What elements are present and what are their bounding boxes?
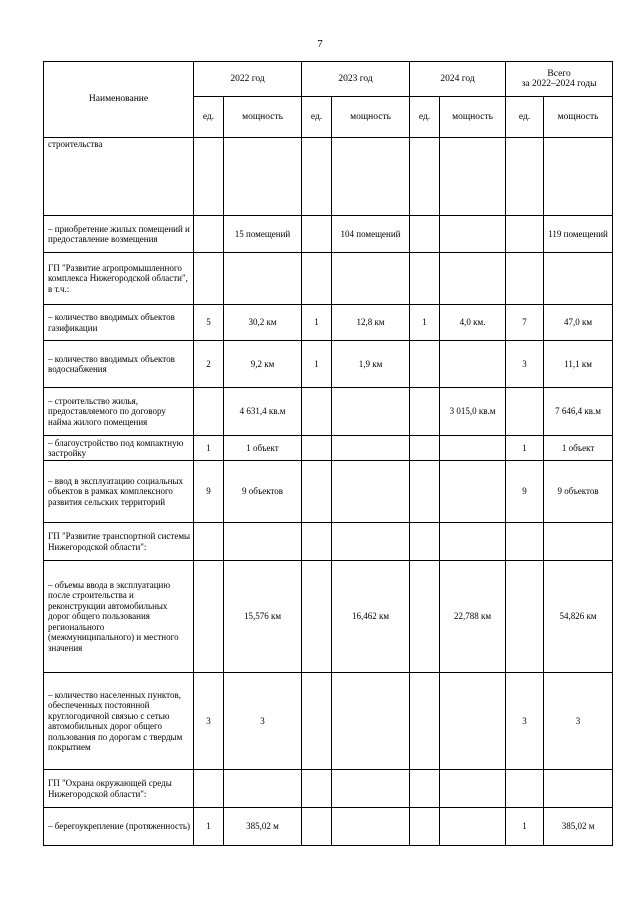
cell-power-2024 xyxy=(440,770,506,808)
cell-unit-2022 xyxy=(194,523,224,561)
cell-unit-2023: 1 xyxy=(302,341,332,388)
cell-power-total xyxy=(544,523,613,561)
row-name: – ввод в эксплуатацию социальных объектов в рамках комплексного развития сельских территорий xyxy=(44,461,194,523)
row-name: строительства xyxy=(44,138,194,216)
cell-power-total: 119 помещений xyxy=(544,216,613,253)
header-power-total: мощность xyxy=(544,97,613,138)
cell-power-2023 xyxy=(332,436,410,461)
header-total-line1: Всего xyxy=(547,68,571,79)
cell-power-total xyxy=(544,138,613,216)
cell-power-2022: 9,2 км xyxy=(224,341,302,388)
cell-power-2024: 22,788 км xyxy=(440,561,506,673)
row-name: ГП "Охрана окружающей среды Нижегородской области": xyxy=(44,770,194,808)
cell-unit-2023 xyxy=(302,436,332,461)
header-total xyxy=(506,62,613,97)
cell-power-2023 xyxy=(332,673,410,770)
cell-power-2023 xyxy=(332,523,410,561)
cell-power-2024 xyxy=(440,436,506,461)
cell-unit-2022 xyxy=(194,770,224,808)
header-power-2023: мощность xyxy=(332,97,410,138)
cell-unit-2023 xyxy=(302,253,332,305)
cell-power-2022 xyxy=(224,253,302,305)
cell-unit-2023 xyxy=(302,388,332,436)
row-name: – приобретение жилых помещений и предоставление возмещения xyxy=(44,216,194,253)
cell-power-2022: 1 объект xyxy=(224,436,302,461)
cell-power-2022: 3 xyxy=(224,673,302,770)
row-name: – объемы ввода в эксплуатацию после строительства и реконструкции автомобильных дорог общего пользования регионального (межмуниципального) и местного значения xyxy=(44,561,194,673)
cell-power-total: 3 xyxy=(544,673,613,770)
cell-power-total: 1 объект xyxy=(544,436,613,461)
cell-unit-total xyxy=(506,216,544,253)
cell-unit-total: 9 xyxy=(506,461,544,523)
row-name: – количество вводимых объектов водоснабжения xyxy=(44,341,194,388)
cell-unit-2023 xyxy=(302,808,332,846)
cell-power-total: 385,02 м xyxy=(544,808,613,846)
cell-power-2023 xyxy=(332,388,410,436)
cell-power-2023 xyxy=(332,808,410,846)
cell-power-2022: 385,02 м xyxy=(224,808,302,846)
cell-power-2023 xyxy=(332,461,410,523)
row-name: – благоустройство под компактную застройку xyxy=(44,436,194,461)
header-total-line2: за 2022–2024 годы xyxy=(521,79,597,89)
row-name: ГП "Развитие транспортной системы Нижегородской области": xyxy=(44,523,194,561)
table-row xyxy=(44,388,613,436)
cell-unit-2022 xyxy=(194,388,224,436)
row-name: – берегоукрепление (протяженность) xyxy=(44,808,194,846)
cell-unit-total xyxy=(506,523,544,561)
cell-unit-total: 1 xyxy=(506,436,544,461)
cell-power-2022 xyxy=(224,138,302,216)
cell-power-2024 xyxy=(440,341,506,388)
cell-unit-2022 xyxy=(194,216,224,253)
row-name: ГП "Развитие агропромышленного комплекса Нижегородской области", в т.ч.: xyxy=(44,253,194,305)
table-row xyxy=(44,436,613,461)
table-row xyxy=(44,253,613,305)
cell-unit-2024 xyxy=(410,436,440,461)
cell-unit-2024 xyxy=(410,253,440,305)
table-body xyxy=(44,138,613,846)
cell-power-2024: 3 015,0 кв.м xyxy=(440,388,506,436)
cell-unit-2023 xyxy=(302,216,332,253)
cell-unit-2022 xyxy=(194,561,224,673)
cell-power-total: 47,0 км xyxy=(544,305,613,341)
cell-unit-2023 xyxy=(302,673,332,770)
cell-unit-2024 xyxy=(410,523,440,561)
header-unit-2023: ед. xyxy=(302,97,332,138)
header-row-years xyxy=(44,62,613,97)
cell-unit-total: 7 xyxy=(506,305,544,341)
cell-unit-2022: 5 xyxy=(194,305,224,341)
cell-power-total: 9 объектов xyxy=(544,461,613,523)
table-row xyxy=(44,305,613,341)
cell-unit-2022: 1 xyxy=(194,436,224,461)
table-row xyxy=(44,523,613,561)
header-year-2024: 2024 год xyxy=(410,62,506,97)
cell-power-total xyxy=(544,253,613,305)
table-row xyxy=(44,561,613,673)
cell-unit-2024 xyxy=(410,770,440,808)
page-number: 7 xyxy=(317,38,323,50)
table-row xyxy=(44,216,613,253)
header-unit-total: ед. xyxy=(506,97,544,138)
cell-unit-2023 xyxy=(302,138,332,216)
table-row xyxy=(44,138,613,216)
cell-power-total: 11,1 км xyxy=(544,341,613,388)
indicators-table xyxy=(43,61,613,846)
cell-unit-2024 xyxy=(410,561,440,673)
cell-unit-2022: 9 xyxy=(194,461,224,523)
cell-unit-total: 3 xyxy=(506,673,544,770)
header-name: Наименование xyxy=(44,62,194,138)
cell-unit-2023 xyxy=(302,523,332,561)
cell-unit-total: 1 xyxy=(506,808,544,846)
cell-unit-total xyxy=(506,770,544,808)
cell-power-2023 xyxy=(332,138,410,216)
cell-unit-2024 xyxy=(410,673,440,770)
cell-power-2024 xyxy=(440,523,506,561)
header-unit-2024: ед. xyxy=(410,97,440,138)
cell-power-2022: 15 помещений xyxy=(224,216,302,253)
table-row xyxy=(44,461,613,523)
cell-unit-2023 xyxy=(302,461,332,523)
cell-power-2023: 12,8 км xyxy=(332,305,410,341)
cell-power-2023: 1,9 км xyxy=(332,341,410,388)
cell-power-2024 xyxy=(440,253,506,305)
cell-power-2022: 9 объектов xyxy=(224,461,302,523)
cell-power-2024 xyxy=(440,216,506,253)
cell-unit-2023 xyxy=(302,561,332,673)
cell-unit-total xyxy=(506,561,544,673)
cell-power-2024 xyxy=(440,138,506,216)
cell-power-total: 7 646,4 кв.м xyxy=(544,388,613,436)
header-power-2024: мощность xyxy=(440,97,506,138)
row-name: – количество вводимых объектов газификации xyxy=(44,305,194,341)
cell-power-2022: 15,576 км xyxy=(224,561,302,673)
cell-unit-2022: 1 xyxy=(194,808,224,846)
cell-unit-2024 xyxy=(410,388,440,436)
header-year-2022: 2022 год xyxy=(194,62,302,97)
cell-power-2023: 16,462 км xyxy=(332,561,410,673)
header-unit-2022: ед. xyxy=(194,97,224,138)
cell-power-2023: 104 помещений xyxy=(332,216,410,253)
cell-unit-total xyxy=(506,388,544,436)
cell-unit-2023 xyxy=(302,770,332,808)
cell-unit-2022 xyxy=(194,253,224,305)
cell-power-2024: 4,0 км. xyxy=(440,305,506,341)
cell-power-total: 54,826 км xyxy=(544,561,613,673)
cell-unit-total: 3 xyxy=(506,341,544,388)
cell-unit-2024 xyxy=(410,341,440,388)
cell-unit-2024 xyxy=(410,461,440,523)
table-row xyxy=(44,341,613,388)
table-row xyxy=(44,808,613,846)
cell-unit-2024 xyxy=(410,808,440,846)
cell-power-2024 xyxy=(440,461,506,523)
cell-unit-2024 xyxy=(410,216,440,253)
cell-unit-2022: 2 xyxy=(194,341,224,388)
cell-unit-2022 xyxy=(194,138,224,216)
cell-power-2023 xyxy=(332,253,410,305)
table-row xyxy=(44,673,613,770)
cell-unit-total xyxy=(506,253,544,305)
cell-unit-2024: 1 xyxy=(410,305,440,341)
header-year-2023: 2023 год xyxy=(302,62,410,97)
cell-power-total xyxy=(544,770,613,808)
header-power-2022: мощность xyxy=(224,97,302,138)
row-name: – строительство жилья, предоставляемого по договору найма жилого помещения xyxy=(44,388,194,436)
cell-unit-2022: 3 xyxy=(194,673,224,770)
cell-power-2022: 30,2 км xyxy=(224,305,302,341)
cell-power-2024 xyxy=(440,673,506,770)
cell-power-2022: 4 631,4 кв.м xyxy=(224,388,302,436)
cell-unit-2024 xyxy=(410,138,440,216)
cell-power-2022 xyxy=(224,770,302,808)
cell-unit-total xyxy=(506,138,544,216)
cell-power-2022 xyxy=(224,523,302,561)
cell-unit-2023: 1 xyxy=(302,305,332,341)
cell-power-2023 xyxy=(332,770,410,808)
cell-power-2024 xyxy=(440,808,506,846)
table-row xyxy=(44,770,613,808)
row-name: – количество населенных пунктов, обеспеченных постоянной круглогодичной связью с сетью автомобильных дорог общего пользования по дорогам с твердым покрытием xyxy=(44,673,194,770)
